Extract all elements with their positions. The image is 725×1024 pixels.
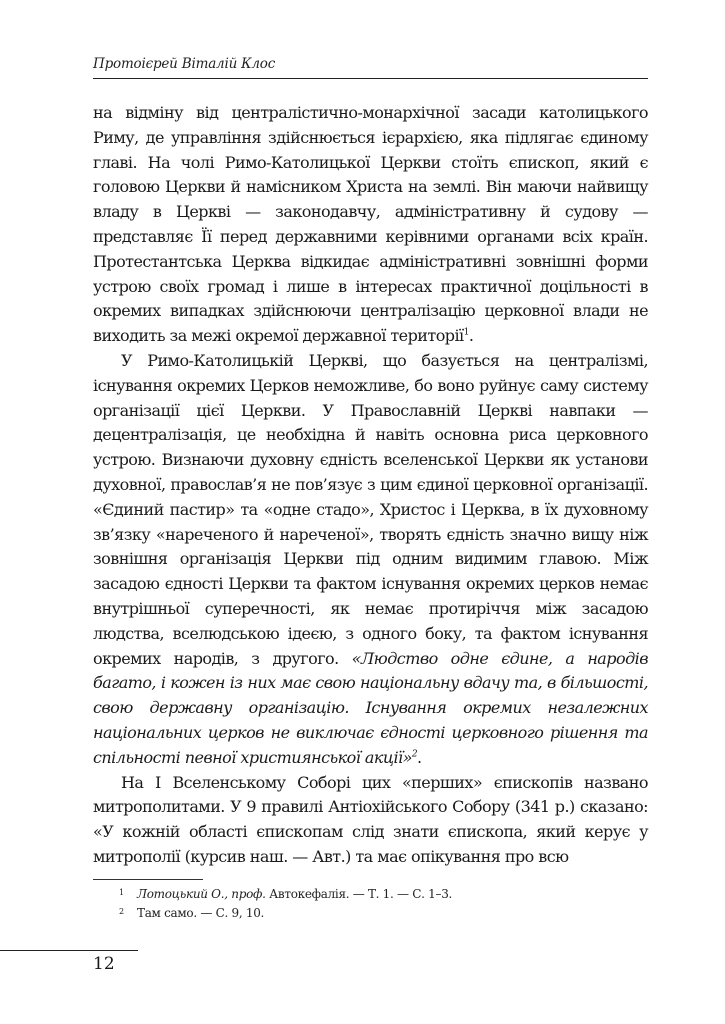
footnote-1-number: 1 [119,888,124,897]
footnote-1 [119,884,639,903]
running-header: Протоієрей Віталій Клос [93,56,276,72]
footnote-rule [93,879,203,880]
header-rule [93,78,648,79]
footnote-2 [119,903,639,922]
footnote-2-text: Там само. — С. 9, 10. [137,906,265,920]
paragraph-2: У Римо-Католицькій Церкві, що базується на централізмі, існування окремих Церков неможливе, бо воно руйнує саму систему організації цієї Церкви. У Православній Церкві навпаки — децентралізація, це необхідна й навіть основна риса церковного устрою. Визнаючи духовну єдність вселенської Церкви як установи духовної, православ’я не пов’язує з цим єдиної церковної організації. «Єдиний пастир» та «одне стадо», Христос і Церква, в їх духовному зв’язку «нареченого й нареченої», творять єдність значно вищу ніж зовнішня організація Церкви під одним видимим главою. Між засадою єдності Церкви та фактом існування окремих церков немає внутрішньої суперечності, як немає протиріччя між засадою людства, вселюдською ідеєю, з одного боку, та фактом існування окремих народів, з другого. «Людство одне єдине, а народів багато, і кожен із них має свою національну вдачу та, в більшості, свою державну організацію. Існування окремих незалежних національних церков не виключає єдності церковного рішення та спільності певної християнської акції»$^2$. [93,350,648,767]
paragraph-1-text: на відміну від централістично-монархічної засади католицького Риму, де управління здійснюється ієрархією, яка підлягає єдиному главі. На чолі Римо-Католицької Церкви стоїть єпископ, який є головою Церкви й намісником Христа на землі. Він маючи найвищу владу в Церкві — законодавчу, адміністративну й судову — представляє Її перед державними керівними органами всіх країн. Протестантська Церква відкидає адміністративні зовнішні форми устрою своїх громад і лише в інтересах практичної доцільності в окремих випадках здійснюючи централізацію церковної влади не виходить за межі окремої державної території [93,103,648,346]
main-text [93,101,648,870]
page-number: 12 [93,954,115,974]
paragraph-2-quote: «Людство одне єдине, а народів багато, і кожен із них має свою національну вдачу та, в більшості, свою державну організацію. Існування окремих незалежних національних церков не виключає єдності церковного рішення та спільності певної християнської акції» [93,648,648,767]
paragraph-1: на відміну від централістично-монархічної засади католицького Риму, де управління здійснюється ієрархією, яка підлягає єдиному главі. На чолі Римо-Католицької Церкви стоїть єпископ, який є головою Церкви й намісником Христа на землі. Він маючи найвищу владу в Церкві — законодавчу, адміністративну й судову — представляє Її перед державними керівними органами всіх країн. Протестантська Церква відкидає адміністративні зовнішні форми устрою своїх громад і лише в інтересах практичної доцільності в окремих випадках здійснюючи централізацію церковної влади не виходить за межі окремої державної території$^1$. [93,103,648,346]
footnote-2-number: 2 [119,907,124,916]
footnote-ref-2: 2 [411,749,418,760]
footnote-1-text: Автокефалія. — Т. 1. — С. 1–3. [265,887,453,901]
paragraph-2-text: У Римо-Католицькій Церкві, що базується на централізмі, існування окремих Церков неможливе, бо воно руйнує саму систему організації цієї Церкви. У Православній Церкві навпаки — децентралізація, це необхідна й навіть основна риса церковного устрою. Визнаючи духовну єдність вселенської Церкви як установи духовної, православ’я не пов’язує з цим єдиної церковної організації. «Єдиний пастир» та «одне стадо», Христос і Церква, в їх духовному зв’язку «нареченого й нареченої», творять єдність значно вищу ніж зовнішня організація Церкви під одним видимим главою. Між засадою єдності Церкви та фактом існування окремих церков немає внутрішньої суперечності, як немає протиріччя між засадою людства, вселюдською ідеєю, з одного боку, та фактом існування окремих народів, з другого. [93,350,648,668]
footnote-ref-1: 1 [463,327,469,338]
bottom-rule [0,950,138,951]
paragraph-3 [93,771,648,870]
footnotes [119,884,639,922]
paragraph-3-text: На I Вселенському Соборі цих «перших» єпископів названо митрополитами. У 9 правилі Антіохійського Собору (341 р.) сказано: «У кожній області єпископам слід знати єпископа, який керує у митрополії (курсив наш. — Авт.) та має опікування про всю [93,772,648,866]
footnote-1-author: Лотоцький О., проф. [137,887,266,901]
